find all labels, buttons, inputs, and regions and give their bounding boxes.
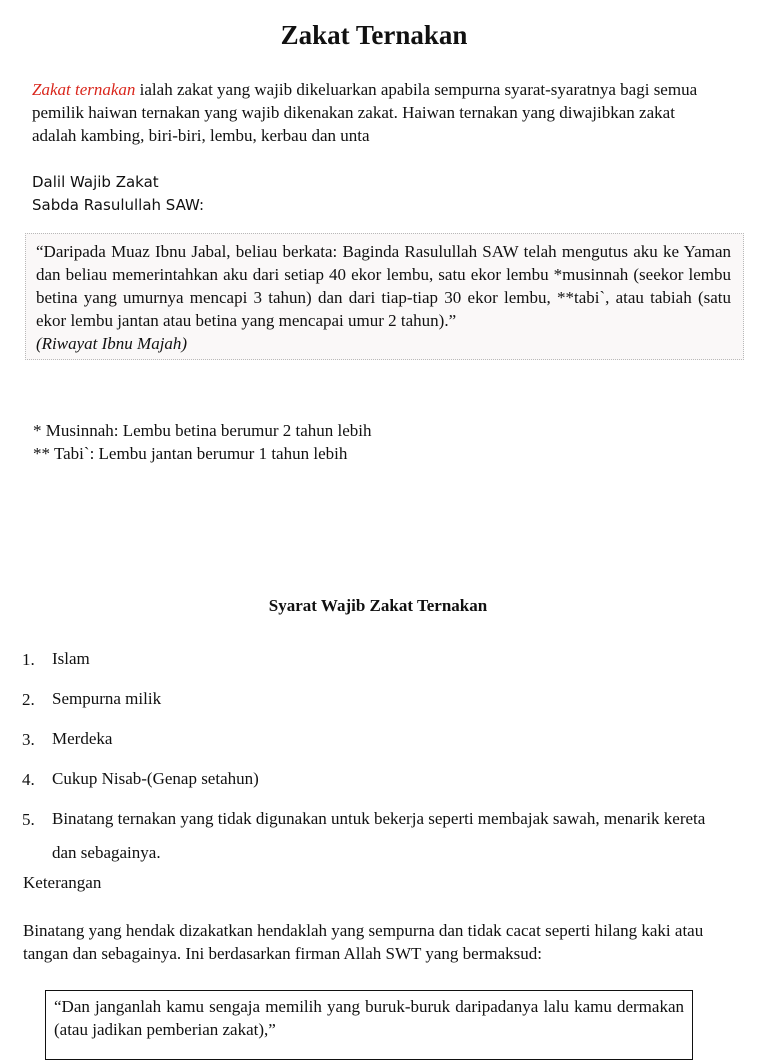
list-item (22, 728, 722, 756)
dalil-subheading: Sabda Rasulullah SAW: (32, 196, 205, 214)
list-number: 3. (22, 730, 35, 749)
intro-highlight: Zakat ternakan (32, 80, 136, 99)
syarat-list (22, 648, 722, 882)
hadith-text: “Daripada Muaz Ibnu Jabal, beliau berkata: Baginda Rasulullah SAW telah mengutus aku ke Yaman dan beliau memerintahkan aku dari setiap 40 ekor lembu, satu ekor lembu *musinnah (seekor lembu betina yang umurnya mencapi 3 tahun) dan dari tiap-tiap 30 ekor lembu, **tabi`, atau tabiah (satu ekor lembu jantan atau betina yang mencapai umur 2 tahun).” (36, 242, 731, 330)
list-text: Binatang ternakan yang tidak digunakan untuk bekerja seperti membajak sawah, menarik kereta dan sebagainya. (52, 809, 706, 862)
list-item (22, 768, 722, 796)
list-text: Merdeka (52, 729, 113, 748)
list-text: Islam (52, 649, 90, 668)
verse-text: “Dan janganlah kamu sengaja memilih yang buruk-buruk daripadanya lalu kamu dermakan (atau jadikan pemberian zakat),” (54, 997, 684, 1039)
syarat-heading: Syarat Wajib Zakat Ternakan (268, 596, 488, 615)
hadith-quote-box (25, 233, 744, 360)
list-item (22, 808, 722, 870)
list-item (22, 688, 722, 716)
page-title: Zakat Ternakan (280, 20, 468, 50)
list-item (22, 648, 722, 676)
footnote-tabi: ** Tabi`: Lembu jantan berumur 1 tahun lebih (33, 444, 348, 463)
hadith-source: (Riwayat Ibnu Majah) (36, 334, 188, 353)
list-number: 1. (22, 650, 35, 669)
keterangan-paragraph: Binatang yang hendak dizakatkan hendaklah yang sempurna dan tidak cacat seperti hilang kaki atau tangan dan sebagainya. Ini berdasarkan firman Allah SWT yang bermaksud: (23, 921, 704, 963)
intro-paragraph (32, 78, 722, 147)
list-text: Sempurna milik (52, 689, 162, 708)
keterangan-label: Keterangan (23, 873, 102, 892)
list-number: 2. (22, 690, 35, 709)
verse-box (45, 990, 693, 1060)
list-text: Cukup Nisab-(Genap setahun) (52, 769, 259, 788)
list-number: 5. (22, 810, 35, 829)
list-number: 4. (22, 770, 35, 789)
footnotes (33, 419, 372, 465)
intro-text: ialah zakat yang wajib dikeluarkan apabila sempurna syarat-syaratnya bagi semua pemilik haiwan ternakan yang wajib dikenakan zakat. Haiwan ternakan yang diwajibkan zakat adalah kambing, biri-biri, lembu, kerbau dan unta (32, 80, 698, 145)
dalil-heading: Dalil Wajib Zakat (32, 173, 159, 191)
footnote-musinnah: * Musinnah: Lembu betina berumur 2 tahun lebih (33, 421, 372, 440)
